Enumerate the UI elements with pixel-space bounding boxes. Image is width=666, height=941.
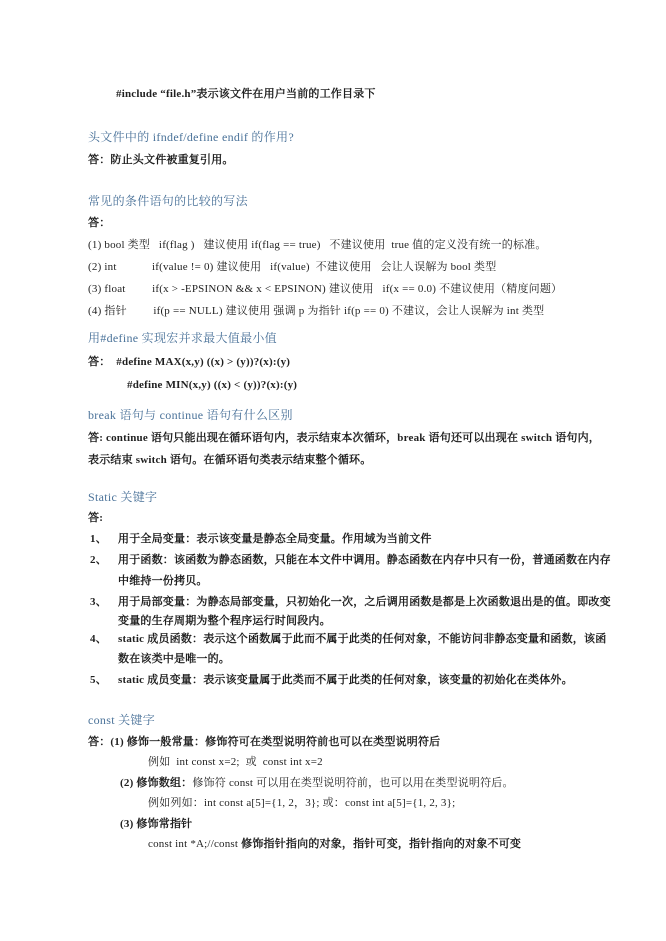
list-item-text: 用于局部变量：为静态局部变量，只初始化一次，之后调用函数是都是上次函数退出是的值。即改变 xyxy=(118,596,611,608)
list-item-number: 2、 xyxy=(90,554,107,566)
answer-line: 答: continue 语句只能出现在循环语句内，表示结束本次循环，break 语句还可以出现在 switch 语句内， xyxy=(88,432,600,444)
macro-min-line: #define MIN(x,y) ((x) < (y))?(x):(y) xyxy=(127,379,298,391)
answer-line-continued: 表示结束 switch 语句。在循环语句类表示结束整个循环。 xyxy=(88,454,372,466)
section-heading-conditions: 常见的条件语句的比较的写法 xyxy=(88,194,248,208)
condition-line-int: (2) int if(value != 0) 建议使用 if(value) 不建议使用 会让人误解为 bool 类型 xyxy=(88,261,497,273)
list-item-text: static 成员函数：表示这个函数属于此而不属于此类的任何对象，不能访问非静态变量和函数，该函 xyxy=(118,633,607,645)
list-item-text: static 成员变量：表示该变量属于此类而不属于此类的任何对象，该变量的初始化在类体外。 xyxy=(118,674,573,686)
answer-label: 答： xyxy=(88,217,111,229)
condition-line-bool: (1) bool 类型 if(flag ) 建议使用 if(flag == true) 不建议使用 true 值的定义没有统一的标准。 xyxy=(88,239,547,251)
answer-line: 答：防止头文件被重复引用。 xyxy=(88,154,234,166)
const-general-constant-line: 答：(1) 修饰一般常量：修饰符可在类型说明符前也可以在类型说明符后 xyxy=(88,736,441,748)
list-item-text: 用于全局变量：表示该变量是静态全局变量。作用域为当前文件 xyxy=(118,533,432,545)
condition-line-float: (3) float if(x > -EPSINON && x < EPSINON) 建议使用 if(x == 0.0) 不建议使用（精度问题） xyxy=(88,283,563,295)
list-item xyxy=(90,553,611,568)
list-item-continuation: 中维持一份拷贝。 xyxy=(118,575,208,587)
answer-label: 答: xyxy=(88,512,104,524)
const-pointer-code-line xyxy=(148,837,521,852)
const-pointer-code: const int *A;//const xyxy=(148,838,242,850)
const-array-example-line: 例如列如：int const a[5]={1, 2，3}; 或：const int a[5]={1, 2, 3}; xyxy=(148,797,456,809)
const-array-label: (2) 修饰数组： xyxy=(120,777,193,789)
list-item-number: 1、 xyxy=(90,533,107,545)
list-item-continuation: 变量的生存周期为整个程序运行时间段内。 xyxy=(118,615,331,627)
list-item xyxy=(90,595,611,610)
list-item-number: 3、 xyxy=(90,596,107,608)
intro-line: #include “file.h”表示该文件在用户当前的工作目录下 xyxy=(116,88,376,100)
const-pointer-comment: 修饰指针指向的对象，指针可变，指针指向的对象不可变 xyxy=(241,838,522,850)
list-item-text: 用于函数：该函数为静态函数，只能在本文件中调用。静态函数在内存中只有一份，普通函数在内存 xyxy=(118,554,611,566)
list-item xyxy=(90,532,432,547)
section-heading-break-continue: break 语句与 continue 语句有什么区别 xyxy=(88,408,293,422)
list-item-continuation: 数在该类中是唯一的。 xyxy=(118,653,230,665)
const-example-line: 例如 int const x=2; 或 const int x=2 xyxy=(148,756,323,768)
section-heading-const: const 关键字 xyxy=(88,713,156,727)
list-item xyxy=(90,673,573,688)
section-heading-static: Static 关键字 xyxy=(88,490,158,504)
list-item-number: 5、 xyxy=(90,674,107,686)
section-heading-define-macro: 用#define 实现宏并求最大值最小值 xyxy=(88,331,277,345)
macro-max-line: 答： #define MAX(x,y) ((x) > (y))?(x):(y) xyxy=(88,356,291,368)
list-item xyxy=(90,632,606,647)
const-array-text: 修饰符 const 可以用在类型说明符前，也可以用在类型说明符后。 xyxy=(192,777,514,789)
condition-line-pointer: (4) 指针 if(p == NULL) 建议使用 强调 p 为指针 if(p == 0) 不建议，会让人误解为 int 类型 xyxy=(88,305,545,317)
section-heading-header-guard: 头文件中的 ifndef/define endif 的作用? xyxy=(88,130,294,144)
list-item-number: 4、 xyxy=(90,633,107,645)
const-array-line xyxy=(120,776,514,791)
const-pointer-label-line: (3) 修饰常指针 xyxy=(120,818,193,830)
